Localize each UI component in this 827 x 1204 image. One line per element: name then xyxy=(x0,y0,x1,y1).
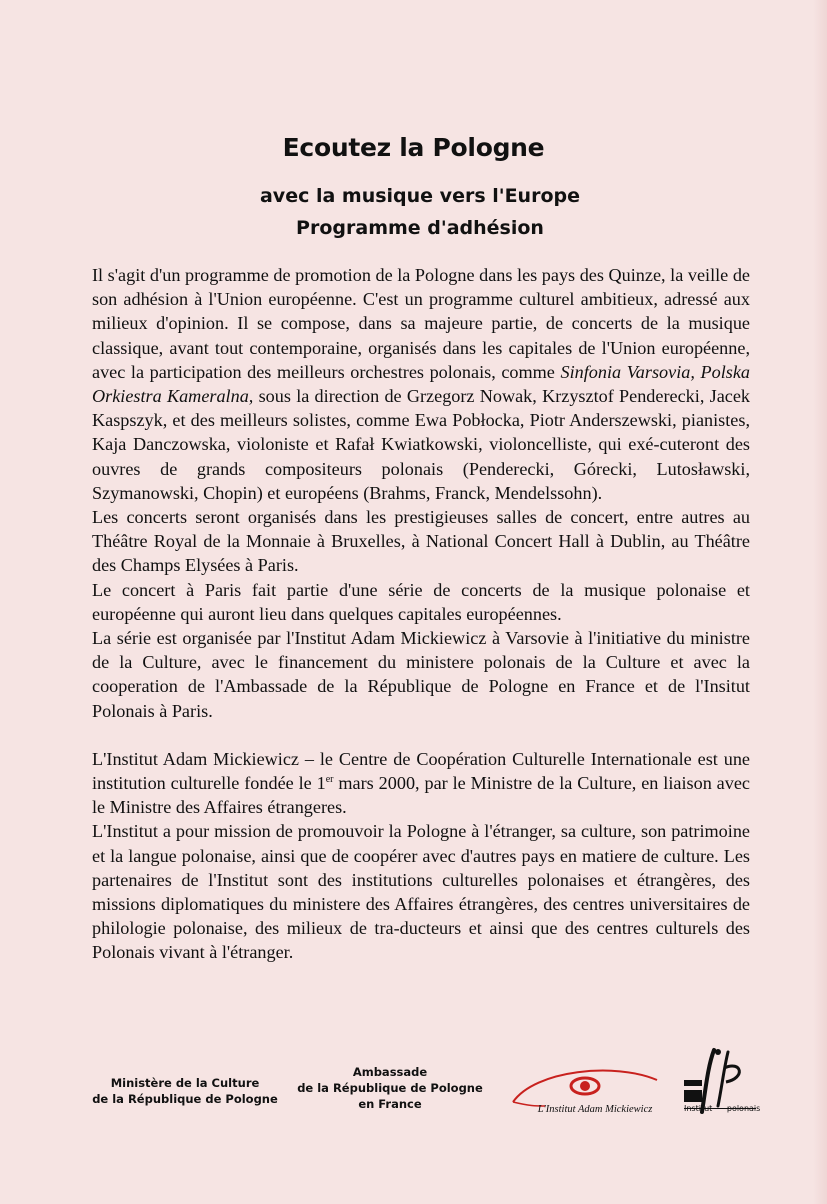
paragraph-institute: L'Institut Adam Mickiewicz – le Centre de Coopération Culturelle Internationale est une institution culturelle fondée le 1er mars 2000, par le Ministre de la Culture, en liaison avec le Ministre des Affaires étrangeres. xyxy=(92,748,750,818)
paragraph-intro: Il s'agit d'un programme de promotion de la Pologne dans les pays des Quinze, la veille de son adhésion à l'Union européenne. C'est un programme culturel ambitieux, adressé aux milieux d'opinion. Il se compose, dans sa majeure partie, de concerts de la musique classique, avant tout contemporaine, organisés dans les capitales de l'Union européenne, avec la participation des meilleurs orchestres polonais, comme Sinfonia Varsovia, Polska Orkiestra Kameralna, sous la direction de Grzegorz Nowak, Krzysztof Penderecki, Jacek Kaspszyk, et des meilleurs solistes, comme Ewa Pobłocka, Piotr Anderszewski, pianistes, Kaja Danczowska, violoniste et Rafał Kwiatkowski, violoncelliste, qui exé-cuteront des ouvres de grands compositeurs polonais (Penderecki, Górecki, Lutosławski, Szymanowski, Chopin) et européens (Brahms, Franck, Mendelssohn). xyxy=(92,265,751,503)
page-subtitle-program: Programme d'adhésion xyxy=(296,217,544,239)
institut-mickiewicz-caption: L'Institut Adam Mickiewicz xyxy=(537,1104,653,1115)
paragraph-venues: Les concerts seront organisés dans les prestigieuses salles de concert, entre autres au Théâtre Royal de la Monnaie à Bruxelles, à National Concert Hall à Dublin, au Théâtre des Champs Elysées à Paris. xyxy=(92,507,750,576)
orchestra-names: Sinfonia Varsovia, Polska Orkiestra Kameralna, xyxy=(92,361,750,407)
institut-polonais-caption: Institut polonais xyxy=(684,1104,761,1113)
paragraph-organisation: La série est organisée par l'Institut Adam Mickiewicz à Varsovie à l'initiative du ministre de la Culture, avec le financement du ministere polonais de la Culture et avec la cooperation de l'Ambassade de la République de Pologne en France et de l'Insitut Polonais à Paris. xyxy=(92,628,750,721)
body-text xyxy=(92,263,750,965)
paragraph-paris: Le concert à Paris fait partie d'une série de concerts de la musique polonaise et européenne qui auront lieu dans quelques capitales européennes. xyxy=(92,579,750,624)
page-subtitle: avec la musique vers l'Europe xyxy=(259,185,580,207)
embassy-logo-text: Ambassade de la République de Pologne en France xyxy=(297,1065,483,1111)
page-edge-shadow xyxy=(813,0,827,1204)
ministry-logo-text: Ministère de la Culture de la République de Pologne xyxy=(92,1076,278,1106)
page-title: Ecoutez la Pologne xyxy=(282,133,545,162)
paragraph-mission: L'Institut a pour mission de promouvoir la Pologne à l'étranger, sa culture, son patrimoine et la langue polonaise, ainsi que de coopérer avec d'autres pays en matiere de culture. Les partenaires de l'Institut sont des institutions culturelles polonaises et étrangères, des missions diplomatiques du ministere des Affaires étrangères, des centres universitaires de philologie polonaise, des milieux de tra-ducteurs et ainsi que des centres culturels des Polonais vivant à l'étranger. xyxy=(92,821,750,963)
